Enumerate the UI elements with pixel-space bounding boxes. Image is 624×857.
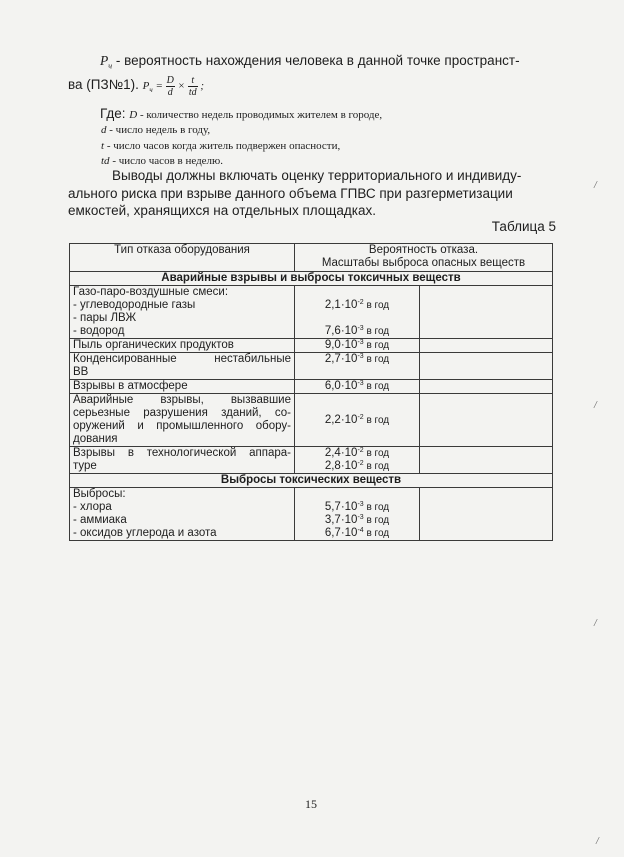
empty-cell xyxy=(420,353,553,380)
formula-lhs-sub: ч xyxy=(149,86,153,95)
dust-label: Пыль органических продуктов xyxy=(70,339,295,353)
scan-mark: / xyxy=(594,180,597,191)
fraction-1-denominator: d xyxy=(167,87,173,98)
accidents-line: дования xyxy=(73,433,118,445)
probability-value: $2,2\cdot 10^{-2}$ в год xyxy=(295,394,420,447)
table-row xyxy=(70,339,553,353)
header-probability xyxy=(295,244,553,272)
table-header-row xyxy=(70,244,553,272)
p-subscript: ч xyxy=(108,61,113,71)
condensed-label-line-2: ВВ xyxy=(73,366,89,378)
table-row xyxy=(70,286,553,339)
conclusion-line: Выводы должны включать оценку территориального и индивиду- xyxy=(112,168,522,183)
probability-value: $2,1\cdot 10^{-2}$ в год xyxy=(324,299,390,311)
formula-end: ; xyxy=(197,80,205,93)
condensed-label-word: Конденсированные xyxy=(73,353,177,365)
empty-cell xyxy=(420,394,553,447)
probability-value: $2,7\cdot 10^{-3}$ в год xyxy=(295,353,420,380)
where-label: Где: xyxy=(100,106,130,121)
probability-value: $2,8\cdot 10^{-2}$ в год xyxy=(324,460,390,472)
accidents-line: Аварийные взрывы, вызвавшие xyxy=(73,394,291,406)
definition-text: - число часов когда житель подвержен опасности, xyxy=(104,140,341,152)
where-line xyxy=(100,106,382,121)
probability-value: $6,0\cdot 10^{-3}$ в год xyxy=(295,380,420,394)
definition-symbol: D xyxy=(129,109,138,121)
fraction-1-numerator: D xyxy=(166,75,174,86)
failure-probability-table xyxy=(69,243,553,541)
probability-value: $5,7\cdot 10^{-3}$ в год xyxy=(324,501,390,513)
table-row xyxy=(70,394,553,447)
tech-line: туре xyxy=(73,460,97,472)
scan-mark: / xyxy=(594,400,597,411)
definition-symbol: t xyxy=(101,140,105,152)
probability-value: $3,7\cdot 10^{-3}$ в год xyxy=(324,514,390,526)
probability-value: $2,4\cdot 10^{-2}$ в год xyxy=(324,447,390,459)
empty-cell xyxy=(420,339,553,353)
conclusion-line: ального риска при взрыве данного объема ГПВС при разгерметизации xyxy=(68,186,513,201)
header-probability-line-2: Масштабы выброса опасных веществ xyxy=(321,257,526,269)
condensed-label-word: нестабильные xyxy=(214,353,291,365)
definition-item xyxy=(129,109,382,121)
probability-definition-line xyxy=(100,53,520,71)
tech-line: Взрывы в технологической аппара- xyxy=(73,447,291,459)
definition-text: - число часов в неделю. xyxy=(109,155,224,167)
probability-cell xyxy=(295,286,420,339)
section-title: Выбросы токсических веществ xyxy=(70,474,553,488)
emissions-cell xyxy=(70,488,295,541)
scan-mark: / xyxy=(594,618,597,629)
definition-symbol: td xyxy=(101,155,110,167)
emissions-item: - аммиака xyxy=(73,514,127,526)
gas-mixtures-cell xyxy=(70,286,295,339)
accidents-label xyxy=(70,394,295,447)
definition-text: - число недель в году, xyxy=(106,124,211,136)
section-row xyxy=(70,474,553,488)
tech-label xyxy=(70,447,295,474)
accidents-line: оружений и промышленного обору- xyxy=(73,420,291,432)
fraction-2-denominator: td xyxy=(188,87,197,98)
formula-times: × xyxy=(174,80,188,93)
empty-cell xyxy=(420,380,553,394)
definition-item xyxy=(101,155,223,167)
probability-value: $6,7\cdot 10^{-4}$ в год xyxy=(324,527,390,539)
definition-item xyxy=(101,124,210,136)
gas-item: - пары ЛВЖ xyxy=(73,312,137,324)
atmosphere-label: Взрывы в атмосфере xyxy=(70,380,295,394)
accidents-line: серьезные разрушения зданий, со- xyxy=(73,407,291,419)
table-title: Таблица 5 xyxy=(491,219,556,234)
table-row xyxy=(70,488,553,541)
gas-title: Газо-паро-воздушные смеси: xyxy=(73,286,229,298)
empty-cell xyxy=(420,447,553,474)
probability-value: $9,0\cdot 10^{-3}$ в год xyxy=(295,339,420,353)
header-type: Тип отказа оборудования xyxy=(70,244,295,272)
emissions-item: - хлора xyxy=(73,501,112,513)
table-row xyxy=(70,447,553,474)
formula-line xyxy=(68,75,204,98)
p-symbol: P xyxy=(100,53,109,68)
formula-lhs: P xyxy=(142,80,150,93)
probability-value: $7,6\cdot 10^{-3}$ в год xyxy=(324,325,390,337)
empty-cell xyxy=(420,488,553,541)
definition-text: - количество недель проводимых жителем в городе, xyxy=(137,109,383,121)
definition-item xyxy=(101,140,340,152)
header-probability-line-1: Вероятность отказа. xyxy=(368,244,479,256)
gas-item: - углеводородные газы xyxy=(73,299,196,311)
condensed-label xyxy=(70,353,295,380)
emissions-title: Выбросы: xyxy=(73,488,126,500)
section-title: Аварийные взрывы и выбросы токсичных веществ xyxy=(70,272,553,286)
gas-item: - водород xyxy=(73,325,125,337)
formula xyxy=(142,75,205,98)
definition-symbol: d xyxy=(101,124,107,136)
probability-definition-text: - вероятность нахождения человека в данной точке пространст- xyxy=(112,53,520,68)
probability-cell xyxy=(295,447,420,474)
section-row xyxy=(70,272,553,286)
page-number: 15 xyxy=(305,797,317,811)
empty-cell xyxy=(420,286,553,339)
emissions-item: - оксидов углерода и азота xyxy=(73,527,217,539)
fraction-d-over-d xyxy=(166,75,175,98)
probability-cell xyxy=(295,488,420,541)
scan-mark: / xyxy=(596,836,599,847)
formula-eq: = xyxy=(152,80,166,93)
table-row xyxy=(70,353,553,380)
fraction-2-numerator: t xyxy=(188,75,198,87)
formula-prefix: ва (ПЗ№1). xyxy=(68,77,143,93)
fraction-t-over-td xyxy=(188,75,198,98)
table-row xyxy=(70,380,553,394)
conclusion-line: емкостей, хранящихся на отдельных площадках. xyxy=(68,203,376,218)
